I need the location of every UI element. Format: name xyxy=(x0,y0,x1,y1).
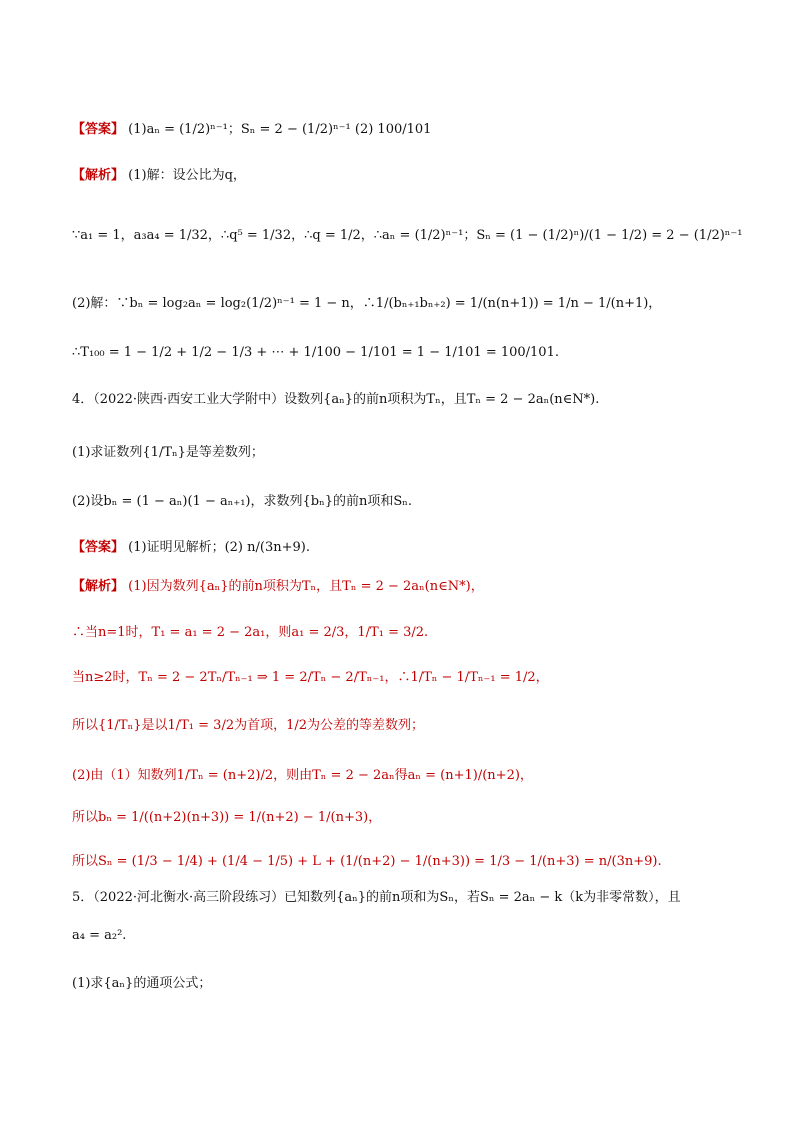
analysis-2-line-6: 所以bₙ = 1/((n+2)(n+3)) = 1/(n+2) − 1/(n+3)， xyxy=(72,810,382,825)
answer-1-text: (1)aₙ = (1/2)ⁿ⁻¹；Sₙ = 2 − (1/2)ⁿ⁻¹ (2) 100/101 xyxy=(128,122,432,137)
answer-tag: 【答案】 xyxy=(72,540,125,555)
answer-2 xyxy=(72,536,310,555)
problem-4-q1: (1)求证数列{1/Tₙ}是等差数列； xyxy=(72,445,264,460)
analysis-2-line-3: 当n≥2时，Tₙ = 2 − 2Tₙ/Tₙ₋₁ ⇒ 1 = 2/Tₙ − 2/Tₙ₋₁，∴1/Tₙ − 1/Tₙ₋₁ = 1/2， xyxy=(72,670,549,685)
problem-5-stem-1: 5．（2022·河北衡水·高三阶段练习）已知数列{aₙ}的前n项和为Sₙ，若Sₙ = 2aₙ − k（k为非零常数），且 xyxy=(72,890,681,905)
analysis-2-line-7: 所以Sₙ = (1/3 − 1/4) + (1/4 − 1/5) + L + (1/(n+2) − 1/(n+3)) = 1/3 − 1/(n+3) = n/(3n+9). xyxy=(72,854,662,869)
problem-5-stem-2: a₄ = a₂². xyxy=(72,928,127,943)
analysis-tag: 【解析】 xyxy=(72,579,125,594)
analysis-1-line-4: ∴T₁₀₀ = 1 − 1/2 + 1/2 − 1/3 + ⋯ + 1/100 − 1/101 = 1 − 1/101 = 100/101. xyxy=(72,345,559,360)
analysis-1-line-1 xyxy=(72,164,246,183)
problem-4-q2: (2)设bₙ = (1 − aₙ)(1 − aₙ₊₁)，求数列{bₙ}的前n项和Sₙ. xyxy=(72,494,413,509)
analysis-2-line-4: 所以{1/Tₙ}是以1/T₁ = 3/2为首项，1/2为公差的等差数列； xyxy=(72,718,425,733)
analysis-2-step-1: (1)因为数列{aₙ}的前n项积为Tₙ，且Tₙ = 2 − 2aₙ(n∈N*)， xyxy=(128,579,484,594)
analysis-2-line-1 xyxy=(72,575,484,594)
analysis-1-line-2: ∵a₁ = 1，a₃a₄ = 1/32，∴q⁵ = 1/32，∴q = 1/2，∴aₙ = (1/2)ⁿ⁻¹；Sₙ = (1 − (1/2)ⁿ)/(1 − 1/2) = 2 − (1/2)ⁿ⁻¹ xyxy=(72,228,743,243)
answer-tag: 【答案】 xyxy=(72,122,125,137)
analysis-tag: 【解析】 xyxy=(72,168,125,183)
analysis-2-line-2: ∴当n=1时，T₁ = a₁ = 2 − 2a₁，则a₁ = 2/3，1/T₁ = 3/2. xyxy=(72,625,429,640)
problem-5-q1: (1)求{aₙ}的通项公式； xyxy=(72,976,212,991)
answer-2-text: (1)证明见解析；(2) n/(3n+9). xyxy=(128,540,310,555)
answer-1 xyxy=(72,118,431,137)
problem-4-stem: 4．（2022·陕西·西安工业大学附中）设数列{aₙ}的前n项积为Tₙ，且Tₙ = 2 − 2aₙ(n∈N*). xyxy=(72,392,600,407)
analysis-1-step-1: (1)解：设公比为q， xyxy=(128,168,246,183)
analysis-1-line-3: (2)解：∵bₙ = log₂aₙ = log₂(1/2)ⁿ⁻¹ = 1 − n，∴1/(bₙ₊₁bₙ₊₂) = 1/(n(n+1)) = 1/n − 1/(n+1)， xyxy=(72,296,662,311)
analysis-2-line-5: (2)由（1）知数列1/Tₙ = (n+2)/2，则由Tₙ = 2 − 2aₙ得aₙ = (n+1)/(n+2)， xyxy=(72,768,533,783)
